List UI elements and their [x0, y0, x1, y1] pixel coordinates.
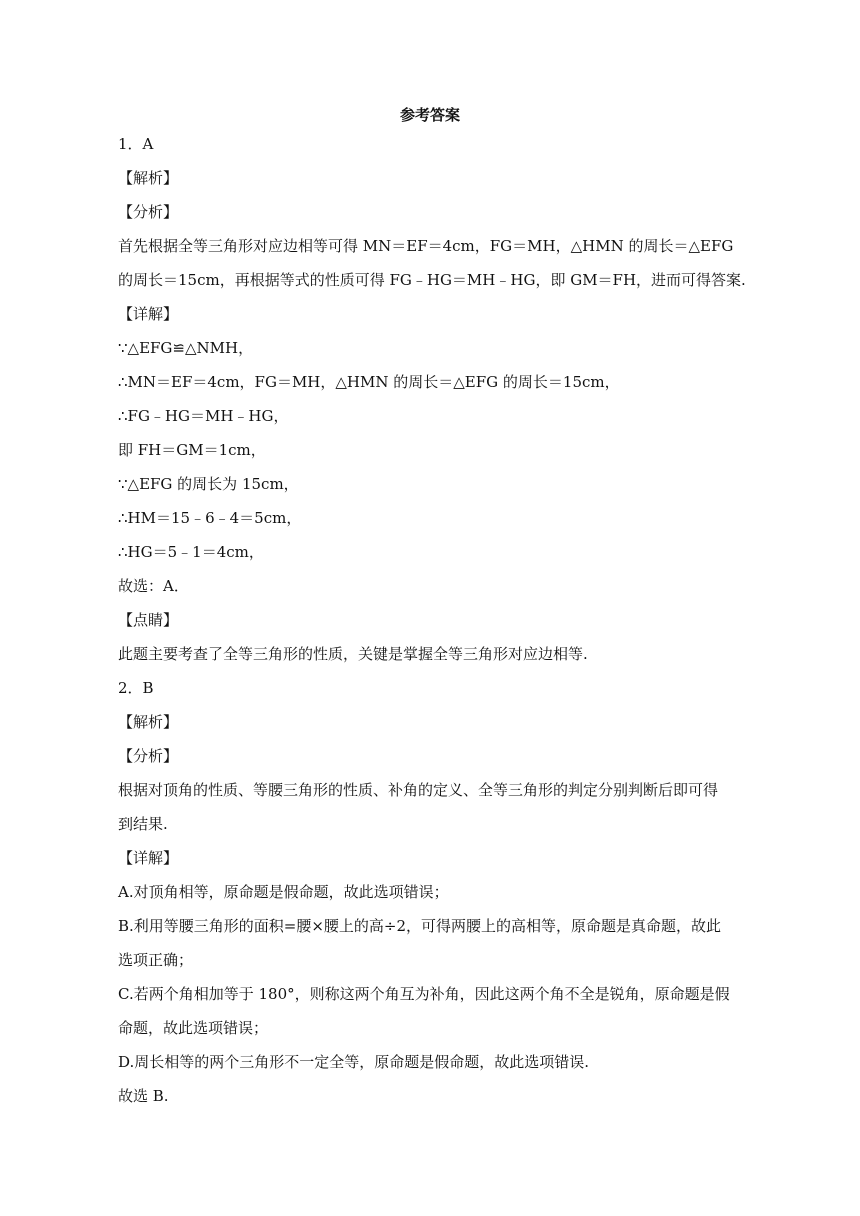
q1-step-7: ∴HG＝5﹣1＝4cm， [118, 543, 264, 561]
q1-analysis-line-1: 首先根据全等三角形对应边相等可得 MN＝EF＝4cm，FG＝MH，△HMN 的周长＝△EFG [118, 237, 734, 255]
q1-step-4: 即 FH＝GM＝1cm， [118, 441, 266, 459]
q1-jiexi-heading: 【解析】 [118, 169, 179, 187]
q1-step-3: ∴FG﹣HG＝MH﹣HG， [118, 407, 289, 425]
q1-step-6: ∴HM＝15﹣6﹣4＝5cm， [118, 509, 302, 527]
q1-fenxi-heading: 【分析】 [118, 203, 179, 221]
q1-step-2: ∴MN＝EF＝4cm，FG＝MH，△HMN 的周长＝△EFG 的周长＝15cm， [118, 373, 620, 391]
q1-xiangjie-heading: 【详解】 [118, 305, 179, 323]
q2-option-b-line-2: 选项正确； [118, 951, 194, 969]
q2-option-c-line-2: 命题，故此选项错误； [118, 1019, 269, 1037]
q1-answer: 1．A [118, 135, 154, 153]
q1-dianjing-heading: 【点睛】 [118, 611, 179, 629]
q2-fenxi-heading: 【分析】 [118, 747, 179, 765]
q2-conclusion: 故选 B. [118, 1087, 169, 1105]
q2-analysis-line-1: 根据对顶角的性质、等腰三角形的性质、补角的定义、全等三角形的判定分别判断后即可得 [118, 781, 719, 799]
q1-comment: 此题主要考查了全等三角形的性质，关键是掌握全等三角形对应边相等. [118, 645, 588, 663]
q2-option-c-line-1: C.若两个角相加等于 180°，则称这两个角互为补角，因此这两个角不全是锐角，原命题是假 [118, 985, 730, 1003]
q2-xiangjie-heading: 【详解】 [118, 849, 179, 867]
q1-analysis-line-2: 的周长＝15cm，再根据等式的性质可得 FG﹣HG＝MH﹣HG，即 GM＝FH，进而可得答案. [118, 271, 746, 289]
page-title: 参考答案 [399, 106, 460, 124]
q2-option-b-line-1: B.利用等腰三角形的面积=腰×腰上的高÷2，可得两腰上的高相等，原命题是真命题，故此 [118, 917, 722, 935]
q2-analysis-line-2: 到结果. [118, 815, 168, 833]
q2-option-d: D.周长相等的两个三角形不一定全等，原命题是假命题，故此选项错误. [118, 1053, 590, 1071]
q1-step-5: ∵△EFG 的周长为 15cm， [118, 475, 299, 493]
q2-option-a: A.对顶角相等，原命题是假命题，故此选项错误； [118, 883, 449, 901]
q1-step-8: 故选：A． [118, 577, 189, 595]
q2-answer: 2．B [118, 679, 154, 697]
q1-step-1: ∵△EFG≌△NMH， [118, 339, 254, 357]
q2-jiexi-heading: 【解析】 [118, 713, 179, 731]
